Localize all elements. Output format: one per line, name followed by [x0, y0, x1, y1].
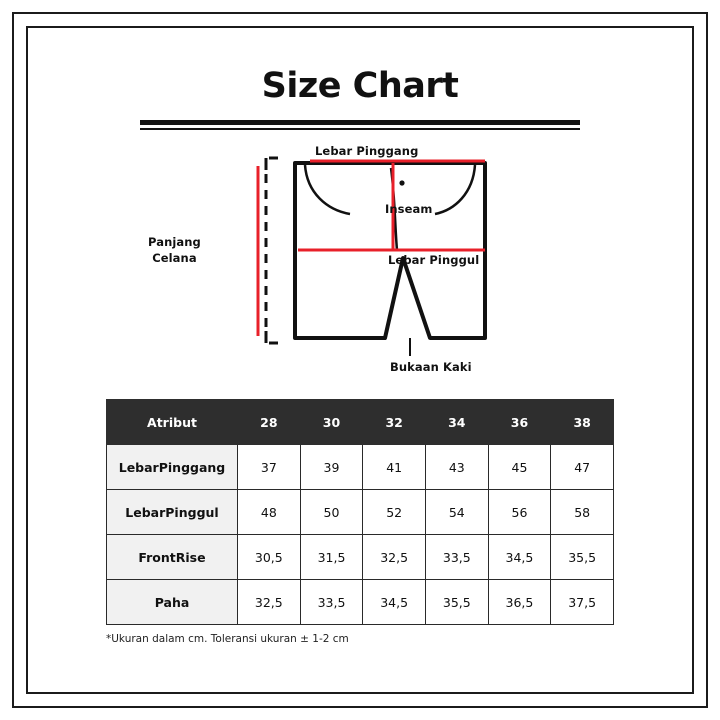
- row-attribute: LebarPinggul: [107, 490, 238, 535]
- cell-value: 30,5: [238, 535, 301, 580]
- cell-value: 37,5: [551, 580, 614, 625]
- cell-value: 47: [551, 445, 614, 490]
- cell-value: 34,5: [488, 535, 551, 580]
- cell-value: 54: [425, 490, 488, 535]
- cell-value: 36,5: [488, 580, 551, 625]
- cell-value: 52: [363, 490, 426, 535]
- column-header-38: 38: [551, 400, 614, 445]
- table-row: [107, 445, 614, 490]
- table-row: [107, 490, 614, 535]
- cell-value: 43: [425, 445, 488, 490]
- cell-value: 56: [488, 490, 551, 535]
- cell-value: 37: [238, 445, 301, 490]
- row-attribute: Paha: [107, 580, 238, 625]
- table-header: [107, 400, 614, 445]
- cell-value: 31,5: [300, 535, 363, 580]
- shorts-diagram: [40, 138, 680, 393]
- label-pants-length: [148, 235, 201, 266]
- table-row: [107, 535, 614, 580]
- table-row: [107, 580, 614, 625]
- label-waist-width: Lebar Pinggang: [315, 144, 419, 158]
- label-hip-width: Lebar Pinggul: [388, 253, 480, 267]
- label-pants-length-line1: Panjang: [148, 235, 201, 249]
- row-attribute: FrontRise: [107, 535, 238, 580]
- cell-value: 34,5: [363, 580, 426, 625]
- cell-value: 50: [300, 490, 363, 535]
- size-table: [106, 399, 614, 625]
- cell-value: 33,5: [425, 535, 488, 580]
- cell-value: 58: [551, 490, 614, 535]
- cell-value: 33,5: [300, 580, 363, 625]
- cell-value: 35,5: [425, 580, 488, 625]
- content-area: [40, 40, 680, 680]
- title-divider: [140, 120, 580, 130]
- cell-value: 48: [238, 490, 301, 535]
- row-attribute: LebarPinggang: [107, 445, 238, 490]
- cell-value: 45: [488, 445, 551, 490]
- cell-value: 35,5: [551, 535, 614, 580]
- table-header-row: [107, 400, 614, 445]
- cell-value: 32,5: [238, 580, 301, 625]
- column-header-28: 28: [238, 400, 301, 445]
- shorts-illustration: [40, 138, 680, 393]
- label-leg-opening: Bukaan Kaki: [390, 360, 472, 374]
- cell-value: 39: [300, 445, 363, 490]
- cell-value: 41: [363, 445, 426, 490]
- measurement-note: *Ukuran dalam cm. Toleransi ukuran ± 1-2 cm: [106, 633, 349, 645]
- size-table-wrap: [106, 399, 614, 645]
- column-header-34: 34: [425, 400, 488, 445]
- column-header-32: 32: [363, 400, 426, 445]
- page-title: Size Chart: [261, 66, 459, 106]
- label-pants-length-line2: Celana: [152, 250, 197, 265]
- cell-value: 32,5: [363, 535, 426, 580]
- table-body: [107, 445, 614, 625]
- label-inseam: Inseam: [385, 202, 433, 216]
- column-header-36: 36: [488, 400, 551, 445]
- divider-thin: [140, 128, 580, 130]
- column-header-30: 30: [300, 400, 363, 445]
- column-header-attribute: Atribut: [107, 400, 238, 445]
- divider-thick: [140, 120, 580, 125]
